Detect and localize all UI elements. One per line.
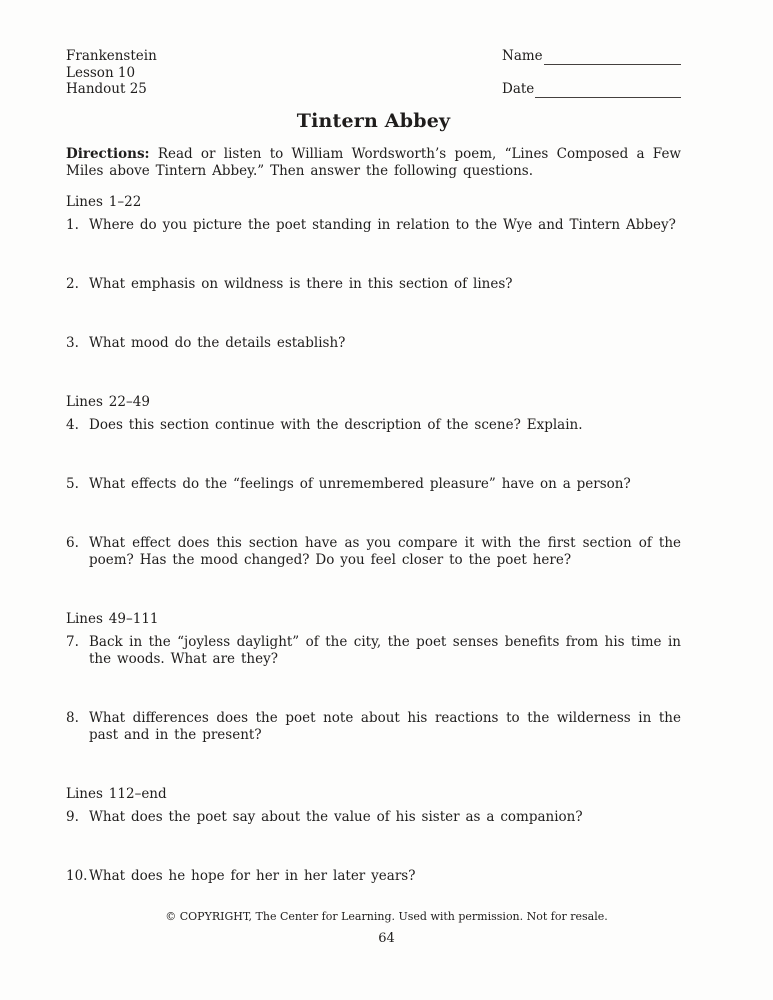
- question-8: [66, 710, 681, 744]
- page-title: Tintern Abbey: [296, 110, 451, 132]
- question-text: What does the poet say about the value of his sister as a companion?: [89, 808, 583, 825]
- section-lines-1-22: [66, 194, 681, 352]
- page-footer: [0, 910, 773, 947]
- section-lines-49-111: [66, 611, 681, 744]
- question-number: 10.: [66, 867, 88, 884]
- question-number: 2.: [66, 275, 79, 292]
- section-heading: Lines 22–49: [66, 393, 150, 410]
- page-number: 64: [378, 931, 395, 946]
- copyright-notice: © COPYRIGHT, The Center for Learning. Used with permission. Not for resale.: [165, 910, 608, 923]
- header-handout: Handout 25: [66, 81, 147, 97]
- question-7: [66, 634, 681, 668]
- section-lines-22-49: [66, 394, 681, 569]
- question-text: Back in the “joyless daylight” of the city, the poet senses benefits from his time in the woods. What are they?: [89, 633, 681, 667]
- header-right-block: [502, 48, 681, 98]
- section-heading: Lines 112–end: [66, 785, 167, 802]
- section-heading: Lines 1–22: [66, 193, 142, 210]
- question-number: 6.: [66, 534, 79, 551]
- question-number: 4.: [66, 416, 79, 433]
- question-text: Where do you picture the poet standing in relation to the Wye and Tintern Abbey?: [89, 216, 676, 233]
- name-row: [502, 48, 681, 65]
- question-10: [66, 868, 681, 885]
- section-lines-112-end: [66, 786, 681, 885]
- question-number: 8.: [66, 709, 79, 726]
- name-label: Name: [502, 48, 543, 64]
- question-9: [66, 809, 681, 826]
- directions-text: Read or listen to William Wordsworth’s poem, “Lines Composed a Few Miles above Tintern Abbey.” Then answer the following questions.: [66, 146, 681, 179]
- date-row: [502, 81, 681, 98]
- question-text: Does this section continue with the description of the scene? Explain.: [89, 416, 583, 433]
- question-text: What mood do the details establish?: [89, 334, 346, 351]
- question-3: [66, 335, 681, 352]
- question-text: What effect does this section have as you compare it with the first section of the poem? Has the mood changed? Do you feel closer to the poet here?: [89, 534, 681, 568]
- section-heading: Lines 49–111: [66, 610, 159, 627]
- directions-paragraph: [66, 146, 681, 180]
- question-1: [66, 217, 681, 234]
- question-5: [66, 476, 681, 493]
- header-left-block: [66, 48, 157, 98]
- date-label: Date: [502, 81, 535, 97]
- question-4: [66, 417, 681, 434]
- question-6: [66, 535, 681, 569]
- question-number: 7.: [66, 633, 79, 650]
- name-blank-line: [544, 50, 681, 65]
- question-number: 9.: [66, 808, 79, 825]
- question-2: [66, 276, 681, 293]
- header-course: Frankenstein: [66, 48, 157, 64]
- question-text: What effects do the “feelings of unremembered pleasure” have on a person?: [89, 475, 631, 492]
- question-text: What differences does the poet note about his reactions to the wilderness in the past and in the present?: [89, 709, 681, 743]
- question-text: What emphasis on wildness is there in this section of lines?: [89, 275, 513, 292]
- page-header: [66, 48, 681, 98]
- question-number: 3.: [66, 334, 79, 351]
- header-lesson: Lesson 10: [66, 64, 136, 81]
- question-number: 1.: [66, 216, 79, 233]
- question-number: 5.: [66, 475, 79, 492]
- date-blank-line: [535, 83, 681, 98]
- question-text: What does he hope for her in her later years?: [89, 867, 416, 884]
- directions-label: Directions:: [66, 146, 150, 162]
